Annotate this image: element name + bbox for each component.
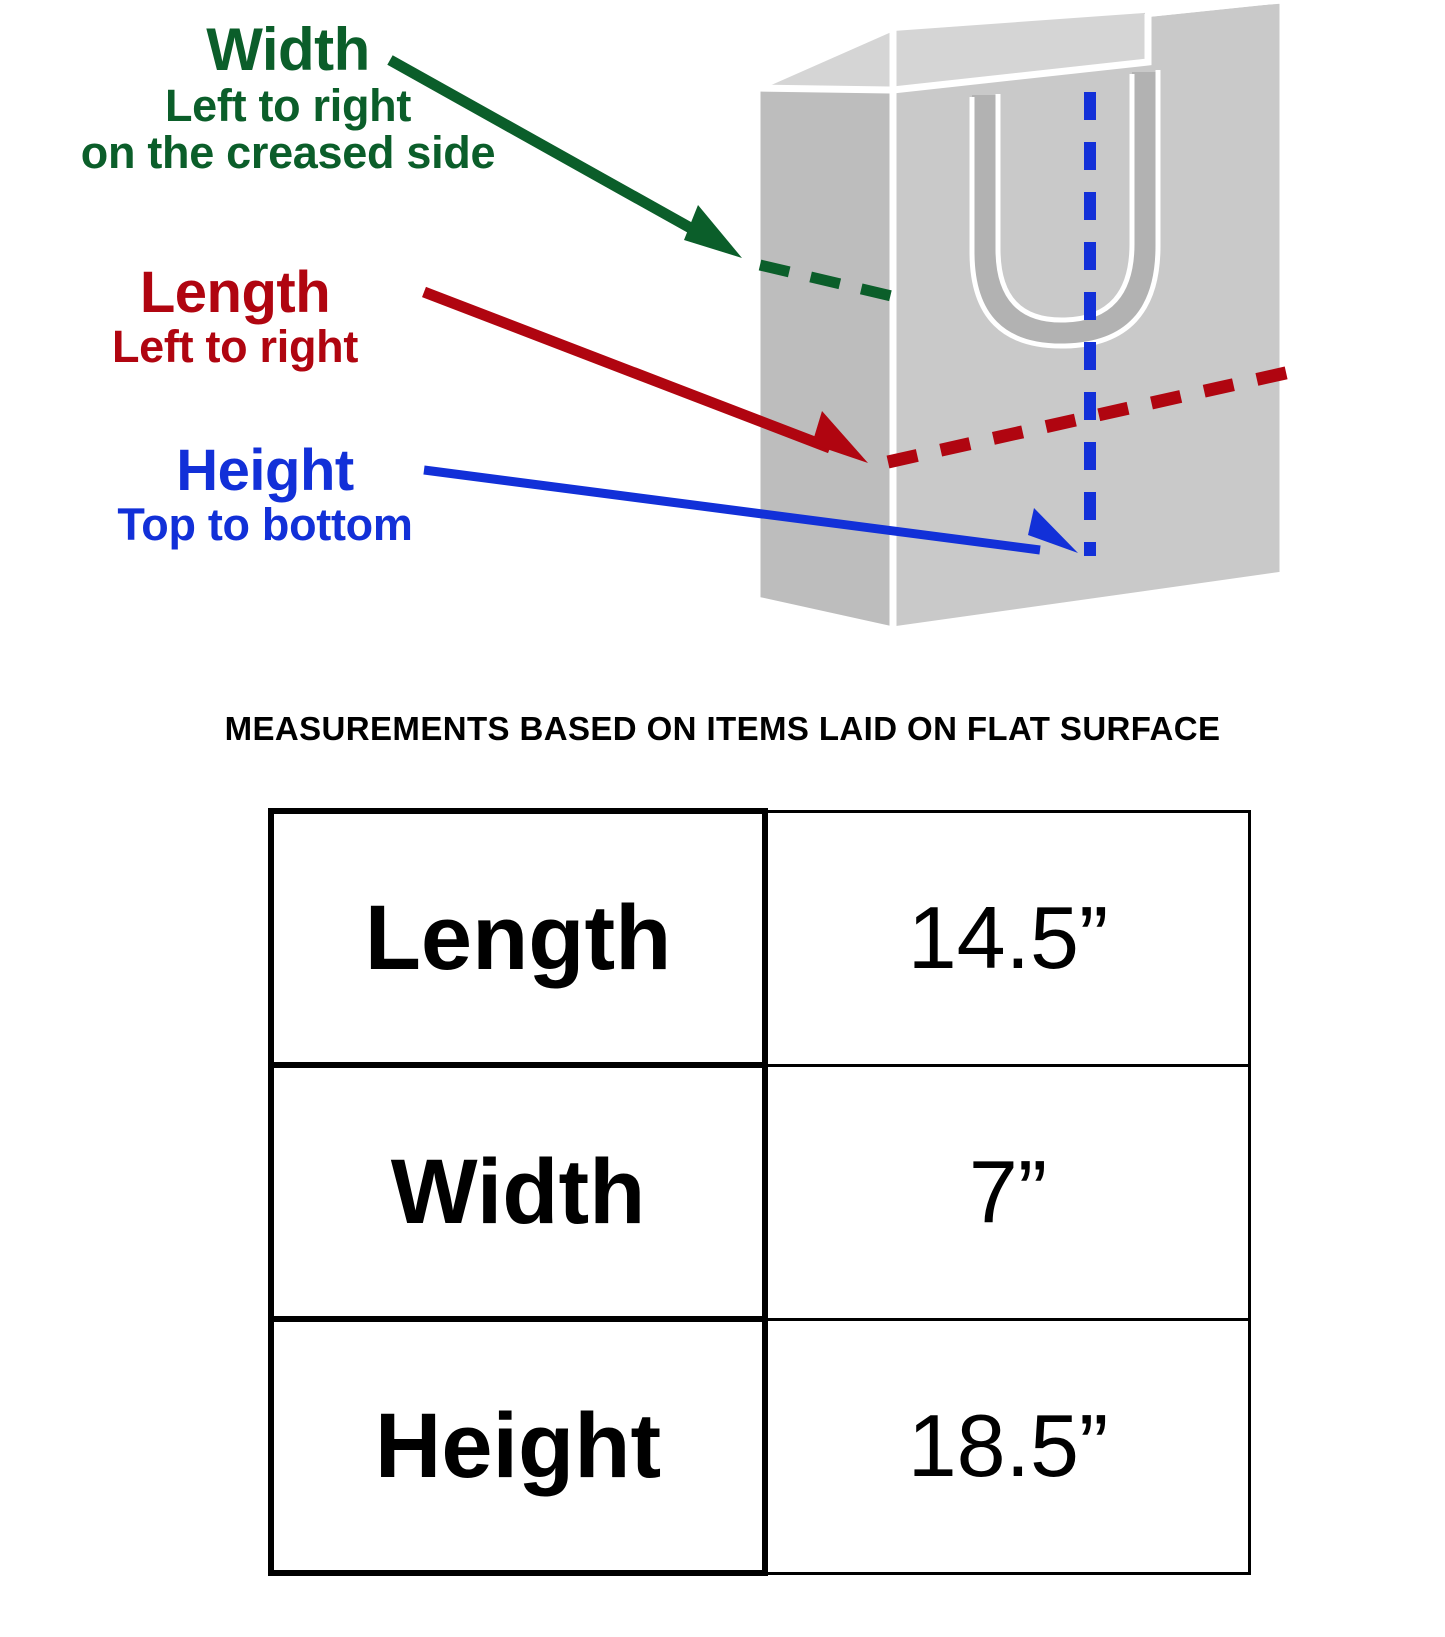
bag-shape <box>757 0 1283 630</box>
legend-height-sub1: Top to bottom <box>117 499 413 551</box>
legend-height <box>30 440 500 549</box>
legend-width-sub2: on the creased side <box>80 127 496 179</box>
legend-length <box>0 262 470 371</box>
row-label-height: Height <box>271 1319 765 1573</box>
row-value-height: 18.5” <box>765 1319 1250 1573</box>
bag-side-panel <box>757 28 893 630</box>
row-value-length: 14.5” <box>765 811 1250 1065</box>
row-label-width: Width <box>271 1065 765 1319</box>
measurements-table <box>268 808 1251 1576</box>
measurements-caption: MEASUREMENTS BASED ON ITEMS LAID ON FLAT SURFACE <box>224 710 1221 747</box>
legend-height-title: Height <box>176 438 354 503</box>
table-row <box>271 1319 1250 1573</box>
legend-length-title: Length <box>139 260 331 325</box>
dimension-diagram <box>0 0 1445 680</box>
row-label-length: Length <box>271 811 765 1065</box>
legend-length-sub1: Left to right <box>111 321 359 373</box>
legend-width-title: Width <box>206 16 370 83</box>
table-row <box>271 811 1250 1065</box>
width-arrow-head <box>684 205 742 258</box>
row-value-width: 7” <box>765 1065 1250 1319</box>
legend-width-sub1: Left to right <box>164 79 412 131</box>
table-row <box>271 1065 1250 1319</box>
legend-width <box>0 18 588 177</box>
